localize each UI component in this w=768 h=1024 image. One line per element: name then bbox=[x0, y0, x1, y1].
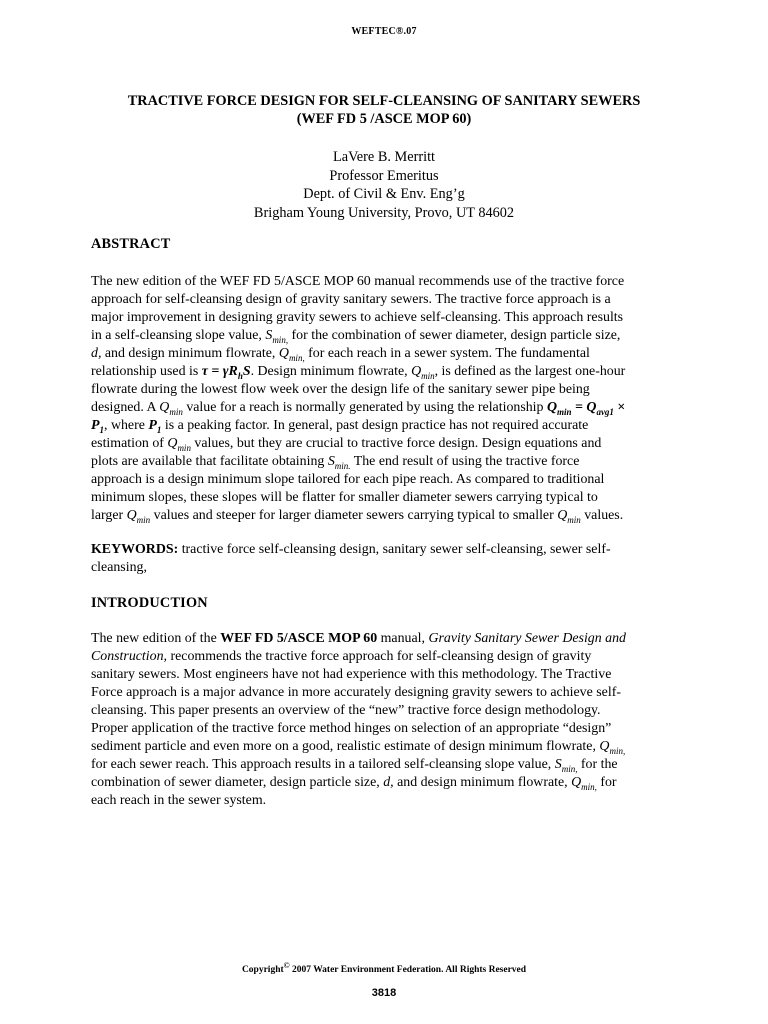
text-line: Construction, recommends the tractive force approach for self-cleansing design of gravity bbox=[91, 649, 592, 664]
text-line: cleansing, bbox=[91, 560, 147, 575]
paper-title bbox=[60, 92, 708, 128]
keywords-label: KEYWORDS: bbox=[91, 542, 179, 557]
title-line-1: TRACTIVE FORCE DESIGN FOR SELF-CLEANSING OF SANITARY SEWERS bbox=[127, 93, 641, 109]
text-line: larger $Q_{min}$ values and steeper for larger diameter sewers carrying typical to smaller $Q_{min}$ values. bbox=[91, 508, 624, 525]
text-line: The new edition of the WEF FD 5/ASCE MOP 60 manual recommends use of the tractive force bbox=[91, 274, 625, 289]
text-line: in a self-cleansing slope value, $S_{min,}$ for the combination of sewer diameter, design particle size, bbox=[91, 328, 621, 345]
author-department: Dept. of Civil & Env. Eng’g bbox=[303, 186, 465, 202]
text-line: The new edition of the WEF FD 5/ASCE MOP 60 manual, Gravity Sanitary Sewer Design and bbox=[91, 631, 626, 646]
text-line: KEYWORDS: tractive force self-cleansing design, sanitary sewer self-cleansing, sewer self- bbox=[91, 542, 611, 557]
text-line: for each sewer reach. This approach results in a tailored self-cleansing slope value, $S_{min,}$ for the bbox=[91, 757, 618, 774]
text-line: major improvement in designing gravity sewers to achieve self-cleansing. This approach results bbox=[91, 310, 624, 325]
running-header: WEFTEC®.07 bbox=[351, 26, 417, 37]
copyright-notice: Copyright© 2007 Water Environment Federation. All Rights Reserved bbox=[241, 960, 527, 975]
keywords-paragraph bbox=[91, 541, 691, 577]
author-position: Professor Emeritus bbox=[329, 167, 439, 184]
text-line: each reach in the sewer system. bbox=[91, 793, 267, 808]
text-line: designed. A $Q_{min}$ value for a reach is normally generated by using the relationship $Q_{min} = Q_{avg1}$ × bbox=[91, 400, 626, 417]
introduction-heading: INTRODUCTION bbox=[91, 595, 208, 611]
text-line: approach is a design minimum slope tailored for each pipe reach. As compared to traditional bbox=[91, 472, 605, 487]
author-block bbox=[60, 148, 708, 222]
abstract-heading: ABSTRACT bbox=[91, 236, 171, 252]
text-line: Force approach is a major advance in more accurately designing gravity sewers to achieve self- bbox=[91, 685, 621, 700]
introduction-paragraph bbox=[91, 630, 691, 810]
author-name: LaVere B. Merritt bbox=[332, 149, 436, 165]
page-number: 3818 bbox=[371, 987, 397, 999]
text-line: sediment particle and even more on a good, realistic estimate of design minimum flowrate, $Q_{min,}$ bbox=[91, 739, 626, 756]
text-line: sanitary sewers. Most engineers have not had experience with this methodology. The Tractive bbox=[91, 667, 612, 682]
text-line: Proper application of the tractive force method hinges on selection of an appropriate “design” bbox=[91, 721, 612, 736]
text-line: cleansing. This paper presents an overview of the “new” tractive force design methodology. bbox=[91, 703, 601, 718]
text-line: relationship used is $\tau = \gamma R_hS$. Design minimum flowrate, $Q_{min}$, is defined as the largest one-hour bbox=[91, 364, 626, 381]
abstract-paragraph bbox=[91, 273, 691, 525]
text-line: approach for self-cleansing design of gravity sanitary sewers. The tractive force approach is a bbox=[91, 292, 611, 307]
text-line: $P_1$, where $P_1$ is a peaking factor. In general, past design practice has not required accurate bbox=[91, 418, 589, 435]
text-line: estimation of $Q_{min}$ values, but they are crucial to tractive force design. Design equations and bbox=[91, 436, 602, 453]
text-line: plots are available that facilitate obtaining $S_{min.}$ The end result of using the tractive force bbox=[91, 454, 580, 471]
title-line-2: (WEF FD 5 /ASCE MOP 60) bbox=[296, 111, 472, 127]
author-affiliation: Brigham Young University, Provo, UT 84602 bbox=[253, 204, 515, 221]
text-line: d, and design minimum flowrate, $Q_{min,}$ for each reach in a sewer system. The fundamental bbox=[91, 346, 590, 363]
text-line: combination of sewer diameter, design particle size, d, and design minimum flowrate, $Q_{min,}$ for bbox=[91, 775, 617, 792]
text-line: minimum slopes, these slopes will be flatter for smaller diameter sewers carrying typical to bbox=[91, 490, 598, 505]
text-line: flowrate during the lowest flow week over the design life of the sanitary sewer pipe being bbox=[91, 382, 590, 397]
